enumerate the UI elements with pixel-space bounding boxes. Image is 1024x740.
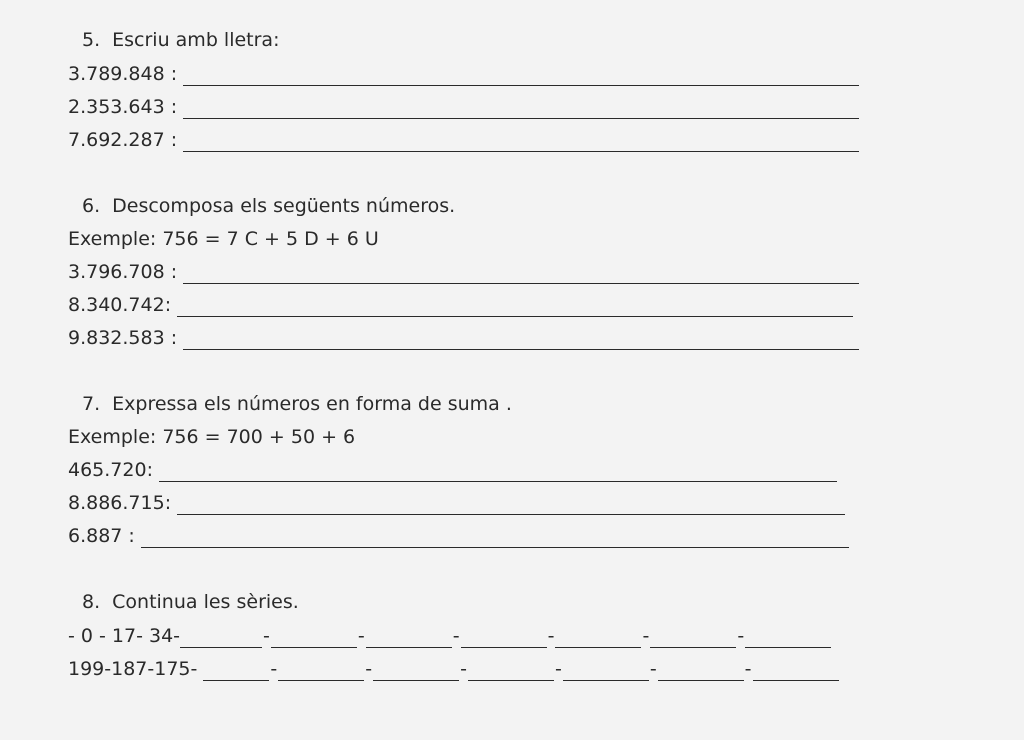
answer-line[interactable] [141,525,849,548]
exercise-6-row [68,257,859,287]
series-blank[interactable] [658,658,744,681]
exercise-6-title: Descomposa els següents números. [112,195,456,217]
series-separator: - [452,625,460,647]
series-separator: - [460,658,467,680]
answer-line[interactable] [177,294,853,317]
exercise-7-heading [82,389,512,419]
row-label: 6.887 : [68,525,135,547]
exercise-8-series-row [68,654,839,684]
series-separator: - [365,658,373,680]
exercise-7-example [68,422,355,452]
series-blank[interactable] [203,658,269,681]
answer-line[interactable] [183,63,859,86]
exercise-8-heading [82,587,299,617]
series-blank[interactable] [468,658,554,681]
exercise-8-number: 8. [82,591,101,613]
row-label: 3.796.708 : [68,261,178,283]
example-text: Exemple: 756 = 7 C + 5 D + 6 U [68,228,379,250]
answer-line[interactable] [183,327,859,350]
row-label: 465.720: [68,459,153,481]
series-blank[interactable] [366,625,452,648]
exercise-7-row [68,455,837,485]
exercise-7-row [68,488,845,518]
series-blank[interactable] [278,658,364,681]
exercise-5-number: 5. [82,29,101,51]
exercise-8-series-row [68,621,831,651]
exercise-8-title: Continua les sèries. [112,591,299,613]
row-label: 3.789.848 : [68,63,178,85]
series-blank[interactable] [461,625,547,648]
exercise-6-heading [82,191,455,221]
answer-line[interactable] [183,261,859,284]
series-separator: - [737,625,745,647]
exercise-7-number: 7. [82,393,101,415]
answer-line[interactable] [159,459,837,482]
exercise-6-row [68,323,859,353]
series-start: 199-187-175- [68,658,198,680]
exercise-6-example [68,224,379,254]
exercise-5-row [68,92,859,122]
series-blank[interactable] [745,625,831,648]
series-separator: - [270,658,278,680]
series-separator: - [744,658,752,680]
exercise-7-title: Expressa els números en forma de suma . [112,393,512,415]
answer-line[interactable] [183,96,859,119]
series-blank[interactable] [555,625,641,648]
series-separator: - [649,658,657,680]
answer-line[interactable] [177,492,845,515]
row-label: 7.692.287 : [68,129,178,151]
series-blank[interactable] [563,658,649,681]
exercise-6-row [68,290,853,320]
exercise-5-row [68,59,859,89]
exercise-7-row [68,521,849,551]
row-label: 8.340.742: [68,294,172,316]
series-blank[interactable] [180,625,262,648]
row-label: 9.832.583 : [68,327,178,349]
answer-line[interactable] [183,129,859,152]
series-blank[interactable] [373,658,459,681]
exercise-6-number: 6. [82,195,101,217]
example-text: Exemple: 756 = 700 + 50 + 6 [68,426,356,448]
series-blank[interactable] [753,658,839,681]
series-blank[interactable] [271,625,357,648]
row-label: 8.886.715: [68,492,172,514]
series-separator: - [642,625,650,647]
series-separator: - [357,625,365,647]
exercise-5-title: Escriu amb lletra: [112,29,280,51]
exercise-5-row [68,125,859,155]
series-separator: - [547,625,555,647]
exercise-5-heading [82,25,279,55]
series-blank[interactable] [650,625,736,648]
row-label: 2.353.643 : [68,96,178,118]
series-separator: - [554,658,562,680]
series-start: - 0 - 17- 34- [68,625,181,647]
series-separator: - [263,625,270,647]
